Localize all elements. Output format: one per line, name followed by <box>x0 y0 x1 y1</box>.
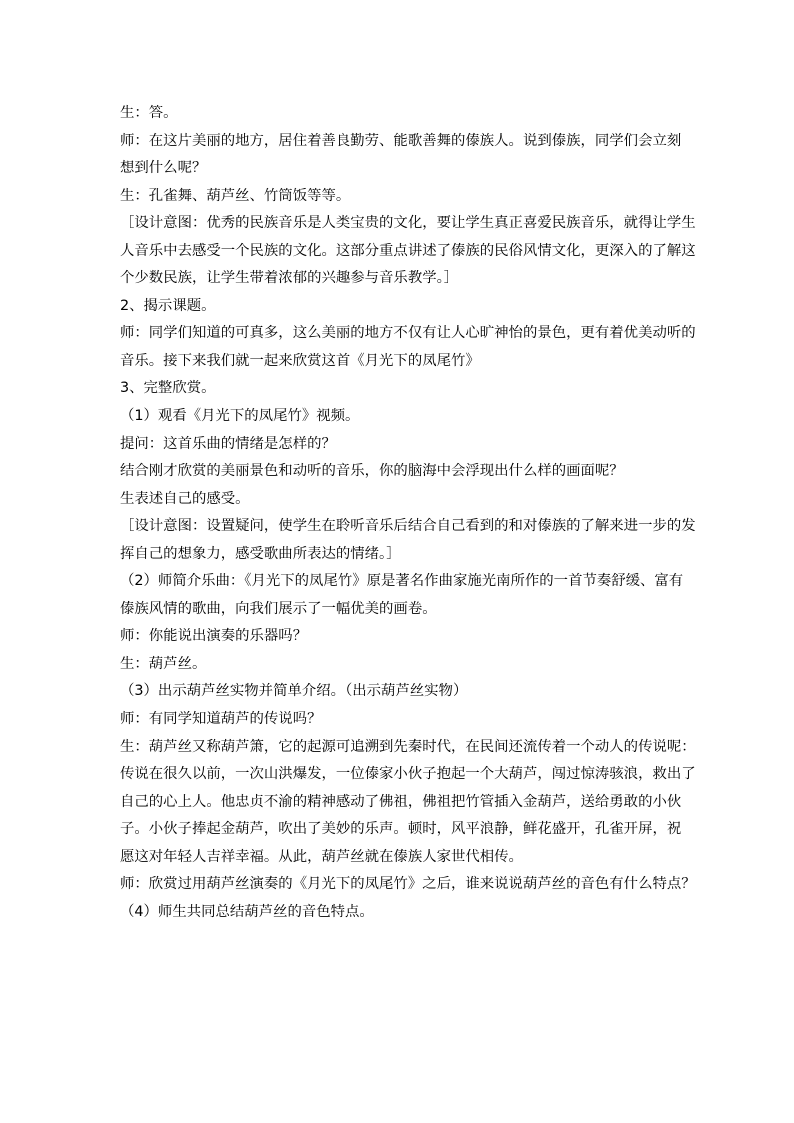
text-line: 师：有同学知道葫芦的传说吗？ <box>120 711 322 728</box>
text-line: 生表述自己的感受。 <box>120 490 250 507</box>
text-line: ［设计意图：优秀的民族音乐是人类宝贵的文化，要让学生真正喜爱民族音乐，就得让学生 <box>120 215 696 232</box>
text-line: （3）出示葫芦丝实物并简单介绍。（出示葫芦丝实物） <box>120 683 468 700</box>
text-line: 提问：这首乐曲的情绪是怎样的？ <box>120 435 336 452</box>
text-line: 生：答。 <box>120 105 178 121</box>
text-line: 傣族风情的歌曲，向我们展示了一幅优美的画卷。 <box>120 600 437 617</box>
text-line: 个少数民族，让学生带着浓郁的兴趣参与音乐教学。］ <box>120 270 459 287</box>
text-line: （4）师生共同总结葫芦丝的音色特点。 <box>120 903 374 920</box>
text-line: 师：同学们知道的可真多，这么美丽的地方不仅有让人心旷神怡的景色，更有着优美动听的 <box>120 325 696 342</box>
text-line: 自己的心上人。他忠贞不渝的精神感动了佛祖，佛祖把竹管插入金葫芦，送给勇敢的小伙 <box>120 793 682 810</box>
text-line: （1）观看《月光下的凤尾竹》视频。 <box>120 408 360 425</box>
text-line: 师：欣赏过用葫芦丝演奏的《月光下的凤尾竹》之后，谁来说说葫芦丝的音色有什么特点？ <box>120 876 696 893</box>
text-line: 愿这对年轻人吉祥幸福。从此，葫芦丝就在傣族人家世代相传。 <box>120 848 523 865</box>
text-line: 生：孔雀舞、葫芦丝、竹筒饭等等。 <box>120 187 351 204</box>
text-line: 传说在很久以前，一次山洪爆发，一位傣家小伙子抱起一个大葫芦，闯过惊涛骇浪，救出了 <box>120 766 696 783</box>
text-line: 2、揭示课题。 <box>120 297 216 314</box>
text-line: 3、完整欣赏。 <box>120 380 216 397</box>
text-line: 生：葫芦丝又称葫芦箫，它的起源可追溯到先秦时代，在民间还流传着一个动人的传说呢： <box>120 738 696 755</box>
text-line: 人音乐中去感受一个民族的文化。这部分重点讲述了傣族的民俗风情文化，更深入的了解这 <box>120 242 696 259</box>
text-line: 师：在这片美丽的地方，居住着善良勤劳、能歌善舞的傣族人。说到傣族，同学们会立刻 <box>120 132 682 149</box>
text-line: 挥自己的想象力，感受歌曲所表达的情绪。］ <box>120 545 401 562</box>
text-line: 子。小伙子捧起金葫芦，吹出了美妙的乐声。顿时，风平浪静，鲜花盛开，孔雀开屏，祝 <box>120 821 682 838</box>
text-line: 想到什么呢？ <box>120 160 207 177</box>
text-line: 生：葫芦丝。 <box>120 655 207 672</box>
text-line: 音乐。接下来我们就一起来欣赏这首《月光下的凤尾竹》 <box>120 352 480 369</box>
document-body <box>120 100 696 926</box>
text-line: 结合刚才欣赏的美丽景色和动听的音乐，你的脑海中会浮现出什么样的画面呢？ <box>120 463 624 480</box>
text-line: ［设计意图：设置疑问，使学生在聆听音乐后结合自己看到的和对傣族的了解来进一步的发 <box>120 518 696 535</box>
text-line: 师：你能说出演奏的乐器吗？ <box>120 628 308 645</box>
text-line: （2）师简介乐曲：《月光下的凤尾竹》原是著名作曲家施光南所作的一首节奏舒缓、富有 <box>120 573 684 590</box>
